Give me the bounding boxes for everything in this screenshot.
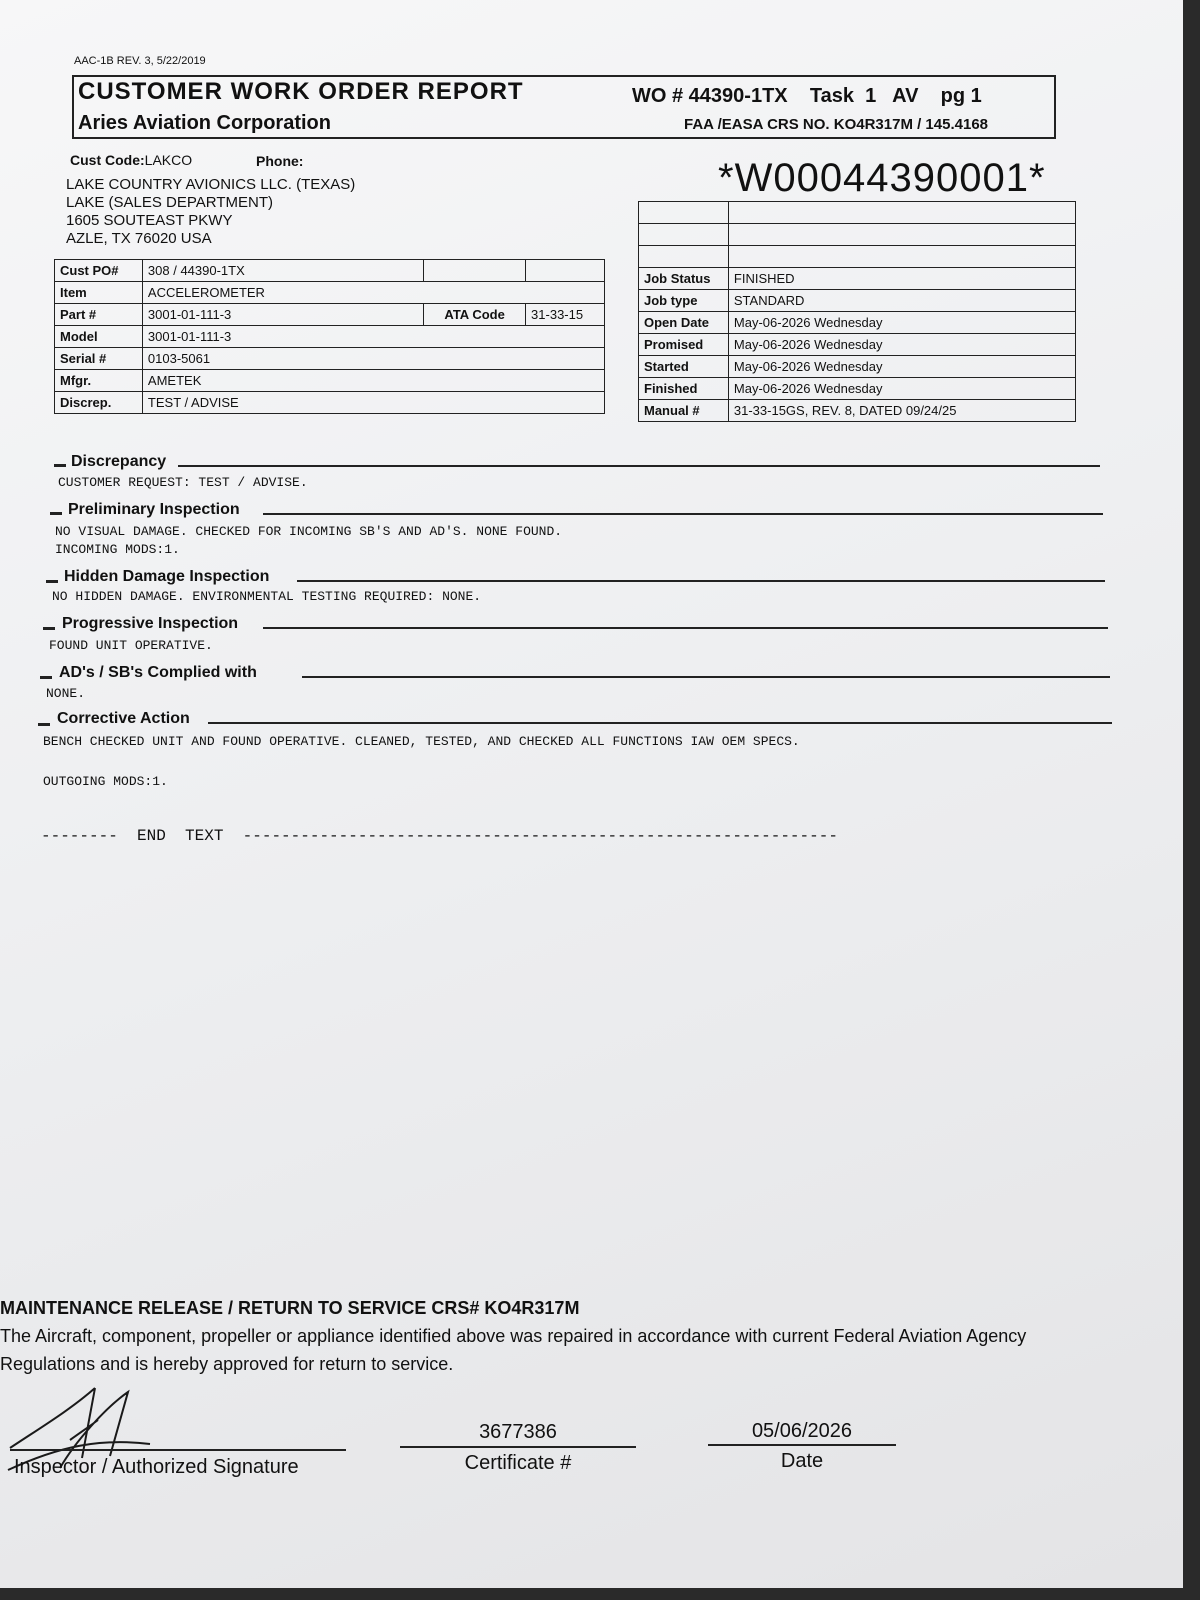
empty-cell bbox=[639, 202, 729, 224]
date-line bbox=[708, 1444, 896, 1446]
promised-label: Promised bbox=[639, 334, 729, 356]
corrective-action-text: BENCH CHECKED UNIT AND FOUND OPERATIVE. CLEANED, TESTED, AND CHECKED ALL FUNCTIONS IAW OEM SPECS. OUTGOING MODS:1. bbox=[43, 734, 800, 789]
release-date: 05/06/2026 bbox=[751, 1420, 853, 1442]
section-rule bbox=[302, 676, 1110, 678]
empty-cell bbox=[728, 224, 1075, 246]
crs-number: FAA /EASA CRS NO. KO4R317M / 145.4168 bbox=[684, 116, 988, 133]
section-dash bbox=[40, 676, 52, 679]
section-dash bbox=[54, 464, 66, 467]
table-row bbox=[639, 246, 1076, 268]
table-row bbox=[639, 378, 1076, 400]
section-dash bbox=[46, 580, 58, 583]
open-date-value: May-06-2026 Wednesday bbox=[728, 312, 1075, 334]
part-label: Part # bbox=[55, 304, 143, 326]
company-name: Aries Aviation Corporation bbox=[78, 112, 331, 134]
status-table bbox=[638, 201, 1076, 422]
manual-value: 31-33-15GS, REV. 8, DATED 09/24/25 bbox=[728, 400, 1075, 422]
item-value: ACCELEROMETER bbox=[142, 282, 604, 304]
certificate-line bbox=[400, 1446, 636, 1448]
form-revision: AAC-1B REV. 3, 5/22/2019 bbox=[74, 55, 206, 67]
finished-label: Finished bbox=[639, 378, 729, 400]
table-row bbox=[55, 326, 605, 348]
mfgr-label: Mfgr. bbox=[55, 370, 143, 392]
job-status-value: FINISHED bbox=[728, 268, 1075, 290]
release-statement: The Aircraft, component, propeller or appliance identified above was repaired in accordance with current Federal Aviation Agency Regulations and is hereby approved for return to service. bbox=[0, 1326, 1027, 1374]
empty-cell bbox=[526, 260, 605, 282]
end-text: -------- END TEXT -------------------------------------------------------------- bbox=[41, 827, 838, 845]
empty-cell bbox=[728, 202, 1075, 224]
table-row bbox=[639, 312, 1076, 334]
table-row bbox=[639, 290, 1076, 312]
report-title: CUSTOMER WORK ORDER REPORT bbox=[78, 78, 524, 105]
serial-label: Serial # bbox=[55, 348, 143, 370]
model-label: Model bbox=[55, 326, 143, 348]
table-row bbox=[639, 268, 1076, 290]
table-row bbox=[55, 370, 605, 392]
barcode-text: *W00044390001* bbox=[718, 156, 1046, 200]
model-value: 3001-01-111-3 bbox=[142, 326, 604, 348]
address-line: 1605 SOUTEAST PKWY bbox=[66, 212, 233, 229]
promised-value: May-06-2026 Wednesday bbox=[728, 334, 1075, 356]
item-label: Item bbox=[55, 282, 143, 304]
table-row bbox=[639, 202, 1076, 224]
progressive-inspection-heading: Progressive Inspection bbox=[62, 615, 239, 632]
part-value: 3001-01-111-3 bbox=[142, 304, 423, 326]
discrep-label: Discrep. bbox=[55, 392, 143, 414]
job-type-label: Job type bbox=[639, 290, 729, 312]
address-line: LAKE COUNTRY AVIONICS LLC. (TEXAS) bbox=[66, 176, 356, 193]
address-line: LAKE (SALES DEPARTMENT) bbox=[66, 194, 273, 211]
table-row bbox=[639, 356, 1076, 378]
table-row bbox=[639, 224, 1076, 246]
finished-value: May-06-2026 Wednesday bbox=[728, 378, 1075, 400]
section-rule bbox=[297, 580, 1105, 582]
open-date-label: Open Date bbox=[639, 312, 729, 334]
preliminary-inspection-heading: Preliminary Inspection bbox=[68, 501, 240, 518]
signature-caption: Inspector / Authorized Signature bbox=[14, 1456, 299, 1478]
address-line: AZLE, TX 76020 USA bbox=[66, 230, 212, 247]
table-row bbox=[55, 260, 605, 282]
table-row bbox=[55, 348, 605, 370]
ata-code-value: 31-33-15 bbox=[526, 304, 605, 326]
discrep-value: TEST / ADVISE bbox=[142, 392, 604, 414]
phone-label: Phone: bbox=[256, 153, 304, 169]
corrective-action-heading: Corrective Action bbox=[57, 710, 190, 727]
section-rule bbox=[263, 627, 1108, 629]
customer-code-label: Cust Code: bbox=[70, 152, 145, 168]
section-dash bbox=[43, 627, 55, 630]
date-caption: Date bbox=[780, 1450, 824, 1472]
empty-cell bbox=[424, 260, 526, 282]
signature-line bbox=[10, 1449, 346, 1451]
empty-cell bbox=[639, 224, 729, 246]
progressive-inspection-text: FOUND UNIT OPERATIVE. bbox=[49, 638, 213, 653]
manual-label: Manual # bbox=[639, 400, 729, 422]
table-row bbox=[639, 400, 1076, 422]
discrepancy-heading: Discrepancy bbox=[71, 453, 167, 470]
customer-code bbox=[70, 152, 192, 168]
job-type-value: STANDARD bbox=[728, 290, 1075, 312]
section-dash bbox=[38, 723, 50, 726]
customer-address bbox=[66, 176, 355, 248]
maintenance-release-title: MAINTENANCE RELEASE / RETURN TO SERVICE CRS# KO4R317M bbox=[0, 1298, 580, 1318]
empty-cell bbox=[728, 246, 1075, 268]
serial-value: 0103-5061 bbox=[142, 348, 604, 370]
empty-cell bbox=[639, 246, 729, 268]
ata-code-label: ATA Code bbox=[424, 304, 526, 326]
work-order-number: WO # 44390-1TX Task 1 AV pg 1 bbox=[632, 85, 982, 107]
section-rule bbox=[263, 513, 1103, 515]
hidden-damage-heading: Hidden Damage Inspection bbox=[64, 568, 270, 585]
ads-sbs-text: NONE. bbox=[46, 686, 86, 701]
started-label: Started bbox=[639, 356, 729, 378]
started-value: May-06-2026 Wednesday bbox=[728, 356, 1075, 378]
section-rule bbox=[208, 722, 1112, 724]
job-status-label: Job Status bbox=[639, 268, 729, 290]
table-row bbox=[55, 282, 605, 304]
certificate-caption: Certificate # bbox=[464, 1452, 572, 1474]
table-row bbox=[55, 304, 605, 326]
table-row bbox=[55, 392, 605, 414]
mfgr-value: AMETEK bbox=[142, 370, 604, 392]
item-table bbox=[54, 259, 605, 414]
preliminary-inspection-text: NO VISUAL DAMAGE. CHECKED FOR INCOMING SB'S AND AD'S. NONE FOUND. INCOMING MODS:1. bbox=[55, 524, 563, 557]
discrepancy-text: CUSTOMER REQUEST: TEST / ADVISE. bbox=[58, 475, 308, 490]
table-row bbox=[639, 334, 1076, 356]
cust-po-label: Cust PO# bbox=[55, 260, 143, 282]
cust-po-value: 308 / 44390-1TX bbox=[142, 260, 423, 282]
ads-sbs-heading: AD's / SB's Complied with bbox=[59, 664, 257, 681]
section-dash bbox=[50, 512, 62, 515]
section-rule bbox=[178, 465, 1100, 467]
certificate-number: 3677386 bbox=[479, 1421, 557, 1443]
customer-code-value: LAKCO bbox=[144, 152, 193, 168]
hidden-damage-text: NO HIDDEN DAMAGE. ENVIRONMENTAL TESTING REQUIRED: NONE. bbox=[52, 589, 482, 604]
